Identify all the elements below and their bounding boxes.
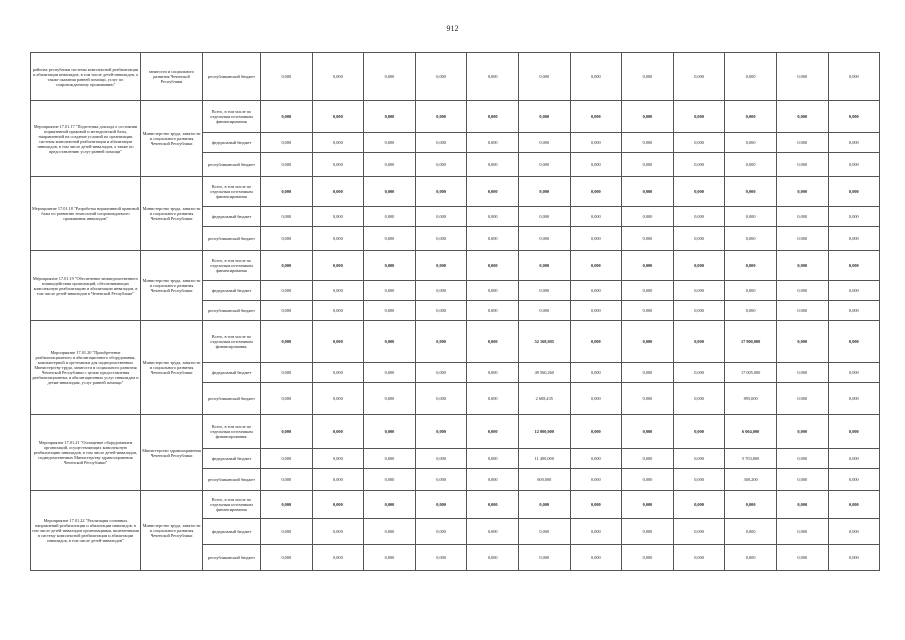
value-cell: 0,000 [622,491,674,519]
value-cell: 0,000 [415,207,467,227]
value-cell: 0,000 [312,53,364,101]
value-cell: 0,000 [261,101,313,133]
value-cell: 0,000 [364,415,416,449]
funding-source-cell: федеральный бюджет [203,281,261,301]
value-cell: 0,000 [776,415,828,449]
value-cell: 0,000 [312,101,364,133]
value-cell: 5 703,800 [725,449,777,469]
value-cell: 0,000 [725,177,777,207]
value-cell: 0,000 [415,281,467,301]
value-cell: 0,000 [467,133,519,153]
value-cell: 49 560,260 [518,363,570,383]
funding-source-cell: республиканский бюджет [203,227,261,251]
value-cell: 0,000 [776,363,828,383]
value-cell: 0,000 [828,133,880,153]
value-cell: 0,000 [622,101,674,133]
value-cell: 0,000 [622,415,674,449]
value-cell: 0,000 [776,177,828,207]
value-cell: 0,000 [725,281,777,301]
value-cell: 0,000 [261,491,313,519]
table-row [31,101,880,133]
executor-cell: Министерство здравоохранения Чеченской Республики [141,415,203,491]
value-cell: 0,000 [312,321,364,363]
value-cell: 0,000 [312,363,364,383]
value-cell: 0,000 [518,227,570,251]
value-cell: 0,000 [415,251,467,281]
value-cell: 0,000 [776,207,828,227]
value-cell: 600,000 [518,469,570,491]
funding-source-cell: Всего, в том числе по отдельным источникам финансирования [203,251,261,281]
funding-source-cell: республиканский бюджет [203,383,261,415]
value-cell: 0,000 [364,519,416,545]
value-cell: 0,000 [673,469,725,491]
value-cell: 0,000 [776,53,828,101]
value-cell: 0,000 [261,227,313,251]
value-cell: 0,000 [622,177,674,207]
value-cell: 0,000 [518,177,570,207]
value-cell: 895,000 [725,383,777,415]
value-cell: 0,000 [570,227,622,251]
value-cell: 0,000 [570,177,622,207]
value-cell: 0,000 [415,101,467,133]
value-cell: 0,000 [312,519,364,545]
value-cell: 0,000 [622,207,674,227]
table-row [31,491,880,519]
value-cell: 0,000 [828,415,880,449]
value-cell: 0,000 [828,301,880,321]
value-cell: 0,000 [364,363,416,383]
value-cell: 0,000 [622,519,674,545]
value-cell: 0,000 [725,153,777,177]
value-cell: 0,000 [673,101,725,133]
value-cell: 0,000 [364,491,416,519]
value-cell: 0,000 [828,281,880,301]
funding-source-cell: Всего, в том числе по отдельным источникам финансирования [203,491,261,519]
value-cell: 0,000 [725,101,777,133]
value-cell: 0,000 [261,301,313,321]
value-cell: 0,000 [622,251,674,281]
value-cell: 0,000 [312,415,364,449]
value-cell: 0,000 [518,519,570,545]
value-cell: 0,000 [312,133,364,153]
value-cell: 0,000 [261,449,313,469]
value-cell: 0,000 [622,53,674,101]
value-cell: 300,200 [725,469,777,491]
value-cell: 0,000 [828,227,880,251]
value-cell: 0,000 [467,383,519,415]
measure-name: Мероприятие 17.01.17 "Подготовка доклада о состоянии нормативной правовой и методической базы, направленной на создание условий по организации системы комплексной реабилитации и абилитации инвалидов, в том числе детей-инвалидов, а также по предоставлению услуг ранней помощи" [31,101,141,177]
value-cell: 0,000 [312,469,364,491]
funding-source-cell: республиканский бюджет [203,53,261,101]
value-cell: 0,000 [570,491,622,519]
value-cell: 0,000 [622,301,674,321]
value-cell: 0,000 [467,177,519,207]
value-cell: 0,000 [622,363,674,383]
value-cell: 0,000 [415,153,467,177]
value-cell: 0,000 [364,153,416,177]
value-cell: 0,000 [776,449,828,469]
value-cell: 0,000 [364,53,416,101]
value-cell: 0,000 [518,251,570,281]
value-cell: 0,000 [467,415,519,449]
value-cell: 0,000 [415,227,467,251]
value-cell: 0,000 [673,449,725,469]
value-cell: 0,000 [364,383,416,415]
executor-cell: Министерство труда, занятости и социального развития Чеченской Республики [141,177,203,251]
value-cell: 0,000 [467,469,519,491]
funding-source-cell: республиканский бюджет [203,153,261,177]
value-cell: 0,000 [415,491,467,519]
value-cell: 0,000 [261,281,313,301]
value-cell: 0,000 [518,133,570,153]
value-cell: 0,000 [518,153,570,177]
value-cell: 0,000 [261,383,313,415]
value-cell: 0,000 [776,519,828,545]
funding-source-cell: республиканский бюджет [203,469,261,491]
measure-name: Мероприятие 17.01.19 "Обеспечение межведомственного взаимодействия организаций, обеспечивающих комплексную реабилитацию и абилитацию инвалидов, в том числе детей-инвалидов в Чеченской Республике" [31,251,141,321]
value-cell: 0,000 [312,491,364,519]
value-cell: 0,000 [261,545,313,571]
funding-source-cell: Всего, в том числе по отдельным источникам финансирования: [203,321,261,363]
value-cell: 0,000 [673,383,725,415]
value-cell: 0,000 [312,227,364,251]
value-cell: 0,000 [570,449,622,469]
table-row [31,321,880,363]
table-row [31,415,880,449]
value-cell: 0,000 [364,207,416,227]
value-cell: 0,000 [622,383,674,415]
value-cell: 0,000 [673,133,725,153]
value-cell: 0,000 [673,491,725,519]
value-cell: 0,000 [467,491,519,519]
value-cell: 0,000 [673,519,725,545]
value-cell: 17 900,000 [725,321,777,363]
value-cell: 0,000 [776,301,828,321]
funding-source-cell: федеральный бюджет [203,207,261,227]
value-cell: 0,000 [673,207,725,227]
value-cell: 0,000 [570,53,622,101]
value-cell: 0,000 [673,251,725,281]
measure-name: Мероприятие 17.01.20 "Приобретение реабилитационного и абилитационного оборудования, компьютерной и оргтехники для подведомственных Министерству труда, занятости и социального развития Чеченской Республики с целью предоставления реабилитационных и абилитационных услуг инвалидам и детям-инвалидам, услуг ранней помощи" [31,321,141,415]
value-cell: 0,000 [467,207,519,227]
funding-source-cell: федеральный бюджет [203,363,261,383]
value-cell: 0,000 [518,545,570,571]
value-cell: 0,000 [467,363,519,383]
value-cell: 0,000 [622,449,674,469]
value-cell: 0,000 [828,153,880,177]
value-cell: 0,000 [828,449,880,469]
funding-source-cell: федеральный бюджет [203,519,261,545]
value-cell: 0,000 [570,321,622,363]
value-cell: 0,000 [261,133,313,153]
value-cell: 0,000 [673,363,725,383]
value-cell: 0,000 [312,251,364,281]
value-cell: 0,000 [261,177,313,207]
value-cell: 0,000 [415,449,467,469]
value-cell: 11 400,000 [518,449,570,469]
value-cell: 0,000 [467,301,519,321]
value-cell: 0,000 [261,321,313,363]
executor-cell: Министерство труда, занятости и социального развития Чеченской Республики [141,321,203,415]
table-row [31,251,880,281]
value-cell: 0,000 [364,281,416,301]
value-cell: 0,000 [622,153,674,177]
value-cell: 0,000 [467,519,519,545]
budget-table [30,52,880,571]
value-cell: 0,000 [467,321,519,363]
value-cell: 0,000 [828,101,880,133]
value-cell: 0,000 [673,153,725,177]
value-cell: 0,000 [364,227,416,251]
value-cell: 0,000 [725,519,777,545]
value-cell: 0,000 [415,363,467,383]
value-cell: 0,000 [828,251,880,281]
value-cell: 0,000 [828,321,880,363]
value-cell: 0,000 [570,301,622,321]
value-cell: 0,000 [673,321,725,363]
value-cell: 0,000 [518,101,570,133]
value-cell: 0,000 [518,491,570,519]
funding-source-cell: федеральный бюджет [203,133,261,153]
value-cell: 0,000 [725,207,777,227]
value-cell: 0,000 [364,101,416,133]
value-cell: 0,000 [518,53,570,101]
value-cell: 0,000 [415,469,467,491]
value-cell: 0,000 [415,519,467,545]
value-cell: 0,000 [776,227,828,251]
executor-cell: Министерство труда, занятости и социального развития Чеченской Республики [141,491,203,571]
value-cell: 0,000 [828,545,880,571]
value-cell: 0,000 [725,227,777,251]
value-cell: 0,000 [570,133,622,153]
value-cell: 0,000 [622,469,674,491]
value-cell: 0,000 [415,177,467,207]
value-cell: 0,000 [415,545,467,571]
executor-cell: занятости и социального развития Чеченской Республики [141,53,203,101]
value-cell: 0,000 [828,383,880,415]
value-cell: 0,000 [312,281,364,301]
value-cell: 0,000 [570,519,622,545]
measure-name: Мероприятие 17.01.21 "Оснащение оборудованием организаций, осуществляющих комплексную реабилитацию инвалидов, в том числе детей-инвалидов, подведомственных Министерству здравоохранения Чеченской Республики" [31,415,141,491]
value-cell: 0,000 [673,227,725,251]
value-cell: 0,000 [776,383,828,415]
page-number: 912 [446,24,459,33]
value-cell: 0,000 [261,519,313,545]
value-cell: 0,000 [312,301,364,321]
value-cell: 0,000 [673,415,725,449]
measure-name: Мероприятие 17.01.22 "Реализация основных направлений реабилитации и абилитации инвалидов, в том числе детей-инвалидов организациями, включенными в систему комплексной реабилитации и абилитации инвалидов, в том числе детей-инвалидов" [31,491,141,571]
value-cell: 0,000 [828,469,880,491]
executor-cell: Министерство труда, занятости и социального развития Чеченской Республики [141,251,203,321]
value-cell: 0,000 [312,383,364,415]
value-cell: 0,000 [312,177,364,207]
value-cell: 0,000 [364,469,416,491]
value-cell: 0,000 [776,101,828,133]
value-cell: 0,000 [364,301,416,321]
value-cell: 0,000 [725,491,777,519]
value-cell: 52 168,695 [518,321,570,363]
value-cell: 0,000 [570,545,622,571]
value-cell: 0,000 [518,301,570,321]
value-cell: 0,000 [467,545,519,571]
value-cell: 0,000 [467,227,519,251]
value-cell: 0,000 [725,251,777,281]
value-cell: 0,000 [364,177,416,207]
value-cell: 2 608,435 [518,383,570,415]
funding-source-cell: Всего, в том числе по отдельным источникам финансирования [203,101,261,133]
value-cell: 0,000 [467,101,519,133]
value-cell: 0,000 [415,133,467,153]
value-cell: 0,000 [622,321,674,363]
value-cell: 0,000 [570,383,622,415]
funding-source-cell: Всего, в том числе по отдельным источникам финансирования [203,177,261,207]
value-cell: 0,000 [415,301,467,321]
value-cell: 0,000 [312,207,364,227]
value-cell: 0,000 [673,545,725,571]
value-cell: 0,000 [828,207,880,227]
value-cell: 0,000 [673,301,725,321]
funding-source-cell: республиканский бюджет [203,545,261,571]
value-cell: 0,000 [570,251,622,281]
value-cell: 0,000 [261,415,313,449]
value-cell: 0,000 [776,469,828,491]
value-cell: 0,000 [467,449,519,469]
value-cell: 0,000 [467,153,519,177]
value-cell: 0,000 [261,207,313,227]
value-cell: 0,000 [312,153,364,177]
value-cell: 0,000 [828,491,880,519]
value-cell: 0,000 [364,133,416,153]
value-cell: 0,000 [776,251,828,281]
value-cell: 0,000 [261,53,313,101]
value-cell: 12 000,000 [518,415,570,449]
value-cell: 0,000 [415,321,467,363]
value-cell: 0,000 [776,321,828,363]
value-cell: 0,000 [828,53,880,101]
value-cell: 0,000 [828,519,880,545]
value-cell: 0,000 [570,281,622,301]
value-cell: 0,000 [725,53,777,101]
value-cell: 0,000 [415,383,467,415]
value-cell: 0,000 [570,469,622,491]
measure-name: Мероприятие 17.01.18 "Разработка нормативной правовой базы по развитию технологий сопровождаемого проживания инвалидов" [31,177,141,251]
value-cell: 17 005,000 [725,363,777,383]
value-cell: 0,000 [518,281,570,301]
value-cell: 0,000 [776,491,828,519]
value-cell: 0,000 [312,449,364,469]
value-cell: 0,000 [776,545,828,571]
value-cell: 0,000 [725,133,777,153]
value-cell: 0,000 [467,281,519,301]
value-cell: 0,000 [467,251,519,281]
value-cell: 6 004,000 [725,415,777,449]
funding-source-cell: федеральный бюджет [203,449,261,469]
executor-cell: Министерство труда, занятости и социального развития Чеченской Республики [141,101,203,177]
value-cell: 0,000 [518,207,570,227]
value-cell: 0,000 [570,207,622,227]
value-cell: 0,000 [467,53,519,101]
value-cell: 0,000 [622,545,674,571]
value-cell: 0,000 [673,281,725,301]
value-cell: 0,000 [364,545,416,571]
value-cell: 0,000 [673,53,725,101]
value-cell: 0,000 [570,153,622,177]
value-cell: 0,000 [622,227,674,251]
value-cell: 0,000 [364,251,416,281]
value-cell: 0,000 [673,177,725,207]
value-cell: 0,000 [364,449,416,469]
value-cell: 0,000 [776,153,828,177]
value-cell: 0,000 [261,251,313,281]
value-cell: 0,000 [622,133,674,153]
value-cell: 0,000 [828,177,880,207]
funding-source-cell: республиканский бюджет [203,301,261,321]
value-cell: 0,000 [261,363,313,383]
value-cell: 0,000 [570,415,622,449]
value-cell: 0,000 [622,281,674,301]
value-cell: 0,000 [261,469,313,491]
value-cell: 0,000 [776,281,828,301]
value-cell: 0,000 [570,101,622,133]
value-cell: 0,000 [725,545,777,571]
value-cell: 0,000 [570,363,622,383]
value-cell: 0,000 [415,53,467,101]
value-cell: 0,000 [828,363,880,383]
funding-source-cell: Всего, в том числе по отдельным источникам финансирования: [203,415,261,449]
value-cell: 0,000 [364,321,416,363]
table-row [31,177,880,207]
measure-name: районах республики системы комплексной реабилитации и абилитации инвалидов, в том числе детей-инвалидов, а также оказания ранней помощи, услуг по сопровождаемому проживанию" [31,53,141,101]
table-row [31,53,880,101]
value-cell: 0,000 [415,415,467,449]
value-cell: 0,000 [312,545,364,571]
value-cell: 0,000 [261,153,313,177]
value-cell: 0,000 [725,301,777,321]
value-cell: 0,000 [776,133,828,153]
